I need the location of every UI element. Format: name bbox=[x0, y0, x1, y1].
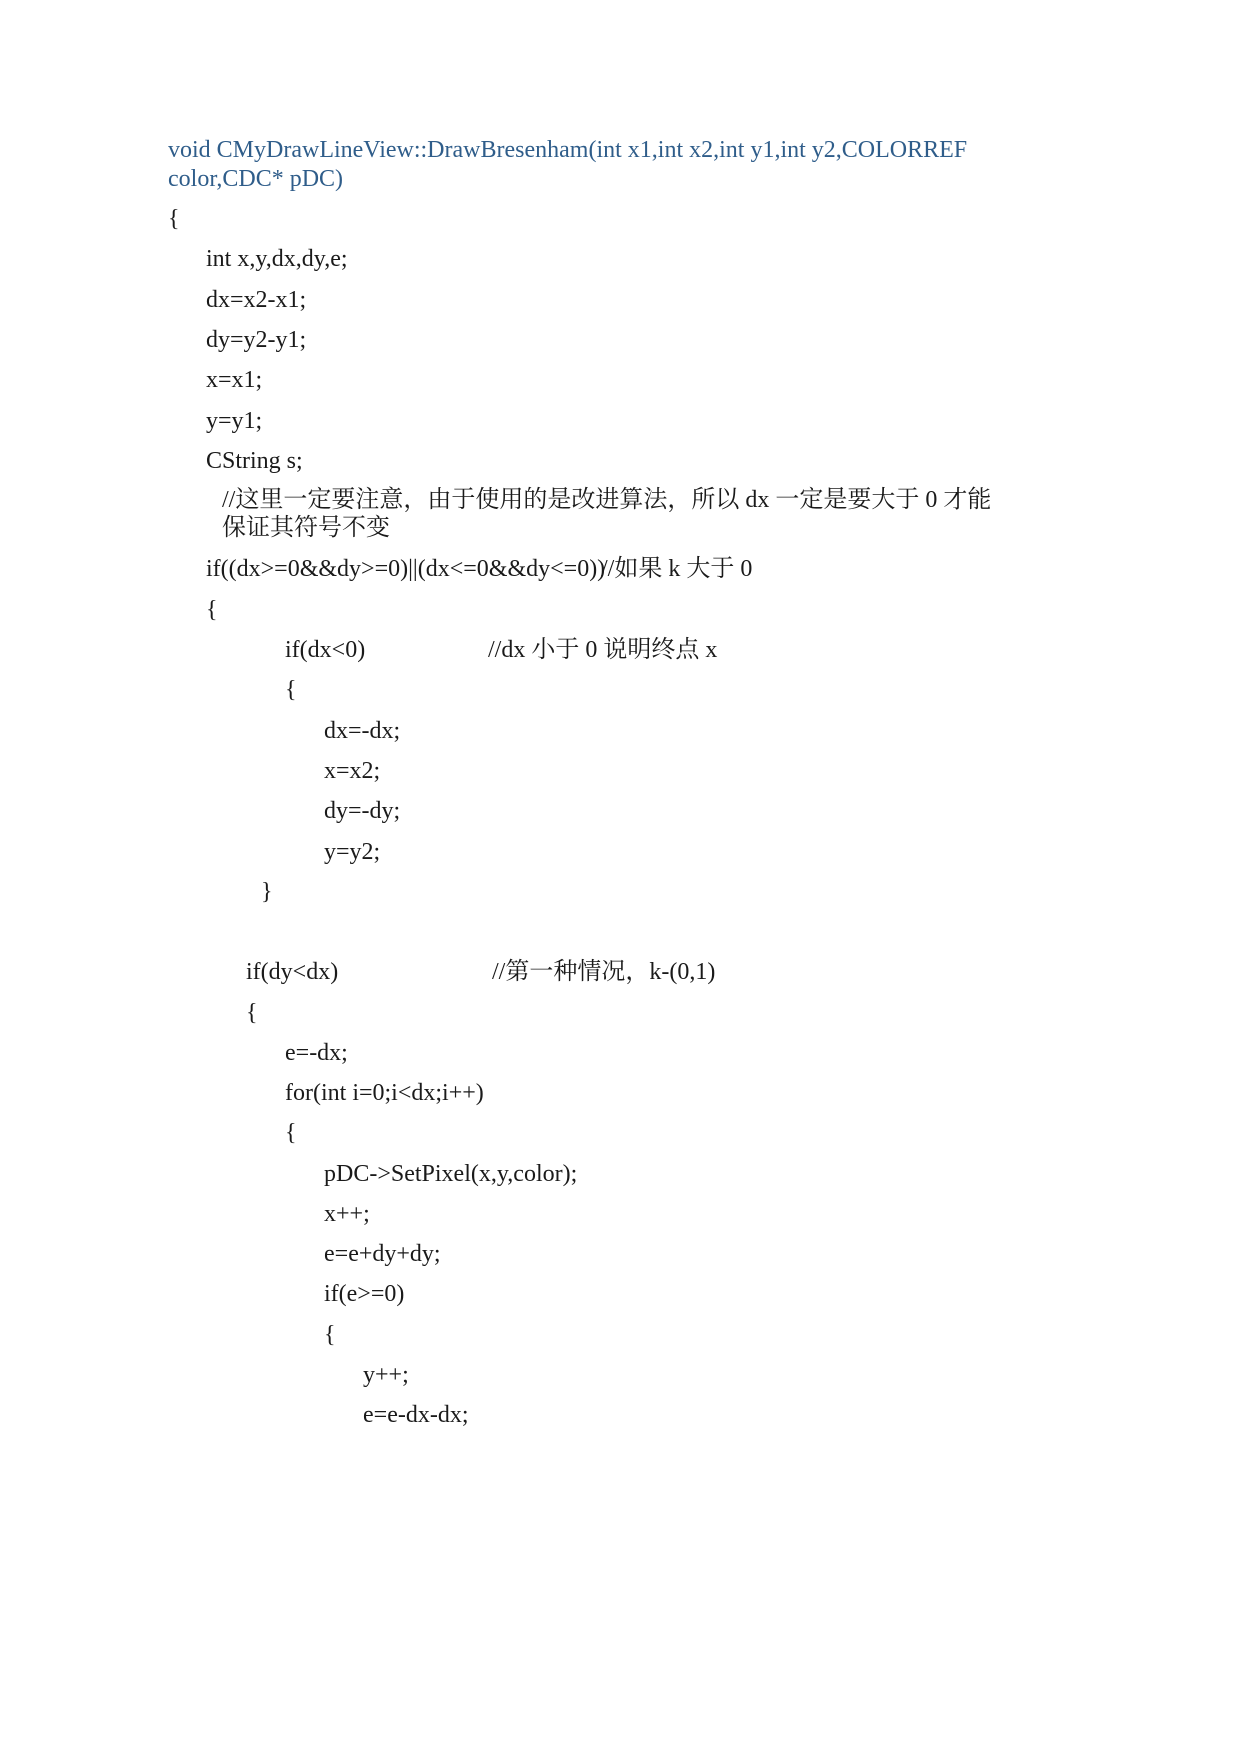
brace-open-if-k: { bbox=[206, 597, 218, 623]
function-open-brace: { bbox=[168, 206, 180, 232]
code-line-e-decrement: e=e-dx-dx; bbox=[363, 1402, 469, 1428]
comment-note-line-2: 保证其符号不变 bbox=[222, 515, 390, 541]
code-line-neg-dx: dx=-dx; bbox=[324, 718, 401, 744]
brace-open-if-dx: { bbox=[285, 677, 297, 703]
code-line-if-k: if((dx>=0&&dy>=0)||(dx<=0&&dy<=0)) bbox=[206, 556, 606, 582]
function-signature-line-1: void CMyDrawLineView::DrawBresenham(int x1,int x2,int y1,int y2,COLORREF bbox=[168, 137, 968, 163]
code-line-e-init: e=-dx; bbox=[285, 1040, 348, 1066]
brace-open-if-dy: { bbox=[246, 1000, 258, 1026]
code-line-set-pixel: pDC->SetPixel(x,y,color); bbox=[324, 1161, 578, 1187]
code-line-e-update: e=e+dy+dy; bbox=[324, 1241, 441, 1267]
comment-note-line-1: //这里一定要注意，由于使用的是改进算法，所以 dx 一定是要大于 0 才能 bbox=[222, 487, 992, 513]
code-line-cstring: CString s; bbox=[206, 448, 303, 474]
comment-if-dx: //dx 小于 0 说明终点 x bbox=[488, 637, 718, 663]
code-line-if-dx: if(dx<0) bbox=[285, 637, 366, 663]
code-line-dy-assign: dy=y2-y1; bbox=[206, 327, 307, 353]
comment-if-k: //如果 k 大于 0 bbox=[601, 556, 753, 582]
comment-if-dy: //第一种情况，k-(0,1) bbox=[492, 959, 716, 985]
brace-close-if-dx: } bbox=[261, 879, 273, 905]
brace-open-for: { bbox=[285, 1120, 297, 1146]
code-line-y-assign: y=y1; bbox=[206, 408, 263, 434]
code-line-y-y2: y=y2; bbox=[324, 839, 381, 865]
code-line-declaration: int x,y,dx,dy,e; bbox=[206, 246, 348, 272]
function-signature-line-2: color,CDC* pDC) bbox=[168, 166, 344, 192]
code-line-x-x2: x=x2; bbox=[324, 758, 381, 784]
brace-open-if-e: { bbox=[324, 1322, 336, 1348]
code-line-dx-assign: dx=x2-x1; bbox=[206, 287, 307, 313]
code-line-neg-dy: dy=-dy; bbox=[324, 798, 401, 824]
code-line-if-e: if(e>=0) bbox=[324, 1281, 405, 1307]
code-line-x-increment: x++; bbox=[324, 1201, 370, 1227]
code-line-y-increment: y++; bbox=[363, 1362, 409, 1388]
code-line-x-assign: x=x1; bbox=[206, 367, 263, 393]
code-line-for-loop: for(int i=0;i<dx;i++) bbox=[285, 1080, 484, 1106]
code-line-if-dy: if(dy<dx) bbox=[246, 959, 339, 985]
